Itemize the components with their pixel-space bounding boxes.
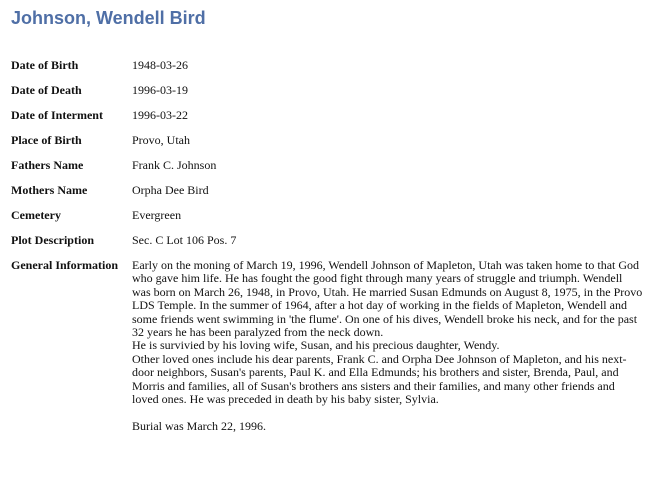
field-row-cemetery: [11, 209, 643, 234]
field-value: Orpha Dee Bird: [132, 183, 209, 197]
field-row-plot-description: [11, 234, 643, 259]
record-details-table: [11, 59, 643, 433]
field-label: General Information: [11, 258, 118, 272]
info-paragraph-burial: Burial was March 22, 1996.: [132, 418, 266, 433]
field-row-general-information: [11, 259, 643, 433]
info-paragraph-life: Early on the moning of March 19, 1996, Wendell Johnson of Mapleton, Utah was taken home to that God who gave him life. He has fought the good fight through many years of struggle and triumph. Wendell was born on March 26, 1948, in Provo, Utah. He married Susan Edmunds on August 8, 1975, in the Provo LDS Temple. In the summer of 1964, after a hot day of working in the fields of Mapleton, Wendell and some friends went swimming in 'the flume'. On one of his dives, Wendell broke his neck, and for the past 32 years he has been paralyzed from the neck down.: [132, 258, 643, 340]
field-label: Cemetery: [11, 208, 61, 222]
field-value: 1948-03-26: [132, 58, 188, 72]
field-row-fathers-name: [11, 159, 643, 184]
field-label: Date of Birth: [11, 58, 79, 72]
field-row-date-of-birth: [11, 59, 643, 84]
field-row-date-of-death: [11, 84, 643, 109]
general-information-text: [132, 259, 643, 433]
field-row-mothers-name: [11, 184, 643, 209]
field-label: Date of Interment: [11, 108, 103, 122]
page-title: Johnson, Wendell Bird: [11, 8, 206, 28]
field-row-place-of-birth: [11, 134, 643, 159]
info-paragraph-loved-ones: Other loved ones include his dear parents, Frank C. and Orpha Dee Johnson of Mapleton, and his next-door neighbors, Susan's parents, Paul K. and Ella Edmunds; his brothers and sister, Brenda, Paul, and Morris and families, all of Susan's brothers ans sisters and their families, and many other friends and loved ones. He was preceded in death by his baby sister, Sylvia.: [132, 351, 627, 407]
field-row-date-of-interment: [11, 109, 643, 134]
field-value: Provo, Utah: [132, 133, 190, 147]
field-value: Sec. C Lot 106 Pos. 7: [132, 233, 237, 247]
field-label: Plot Description: [11, 233, 94, 247]
info-paragraph-survivors: He is survivied by his loving wife, Susan, and his precious daughter, Wendy.: [132, 338, 500, 353]
field-value: Evergreen: [132, 208, 182, 222]
field-label: Mothers Name: [11, 183, 88, 197]
field-value: 1996-03-22: [132, 108, 188, 122]
field-label: Date of Death: [11, 83, 82, 97]
field-value: Frank C. Johnson: [132, 158, 217, 172]
field-value: 1996-03-19: [132, 83, 188, 97]
field-label: Fathers Name: [11, 158, 84, 172]
field-label: Place of Birth: [11, 133, 82, 147]
